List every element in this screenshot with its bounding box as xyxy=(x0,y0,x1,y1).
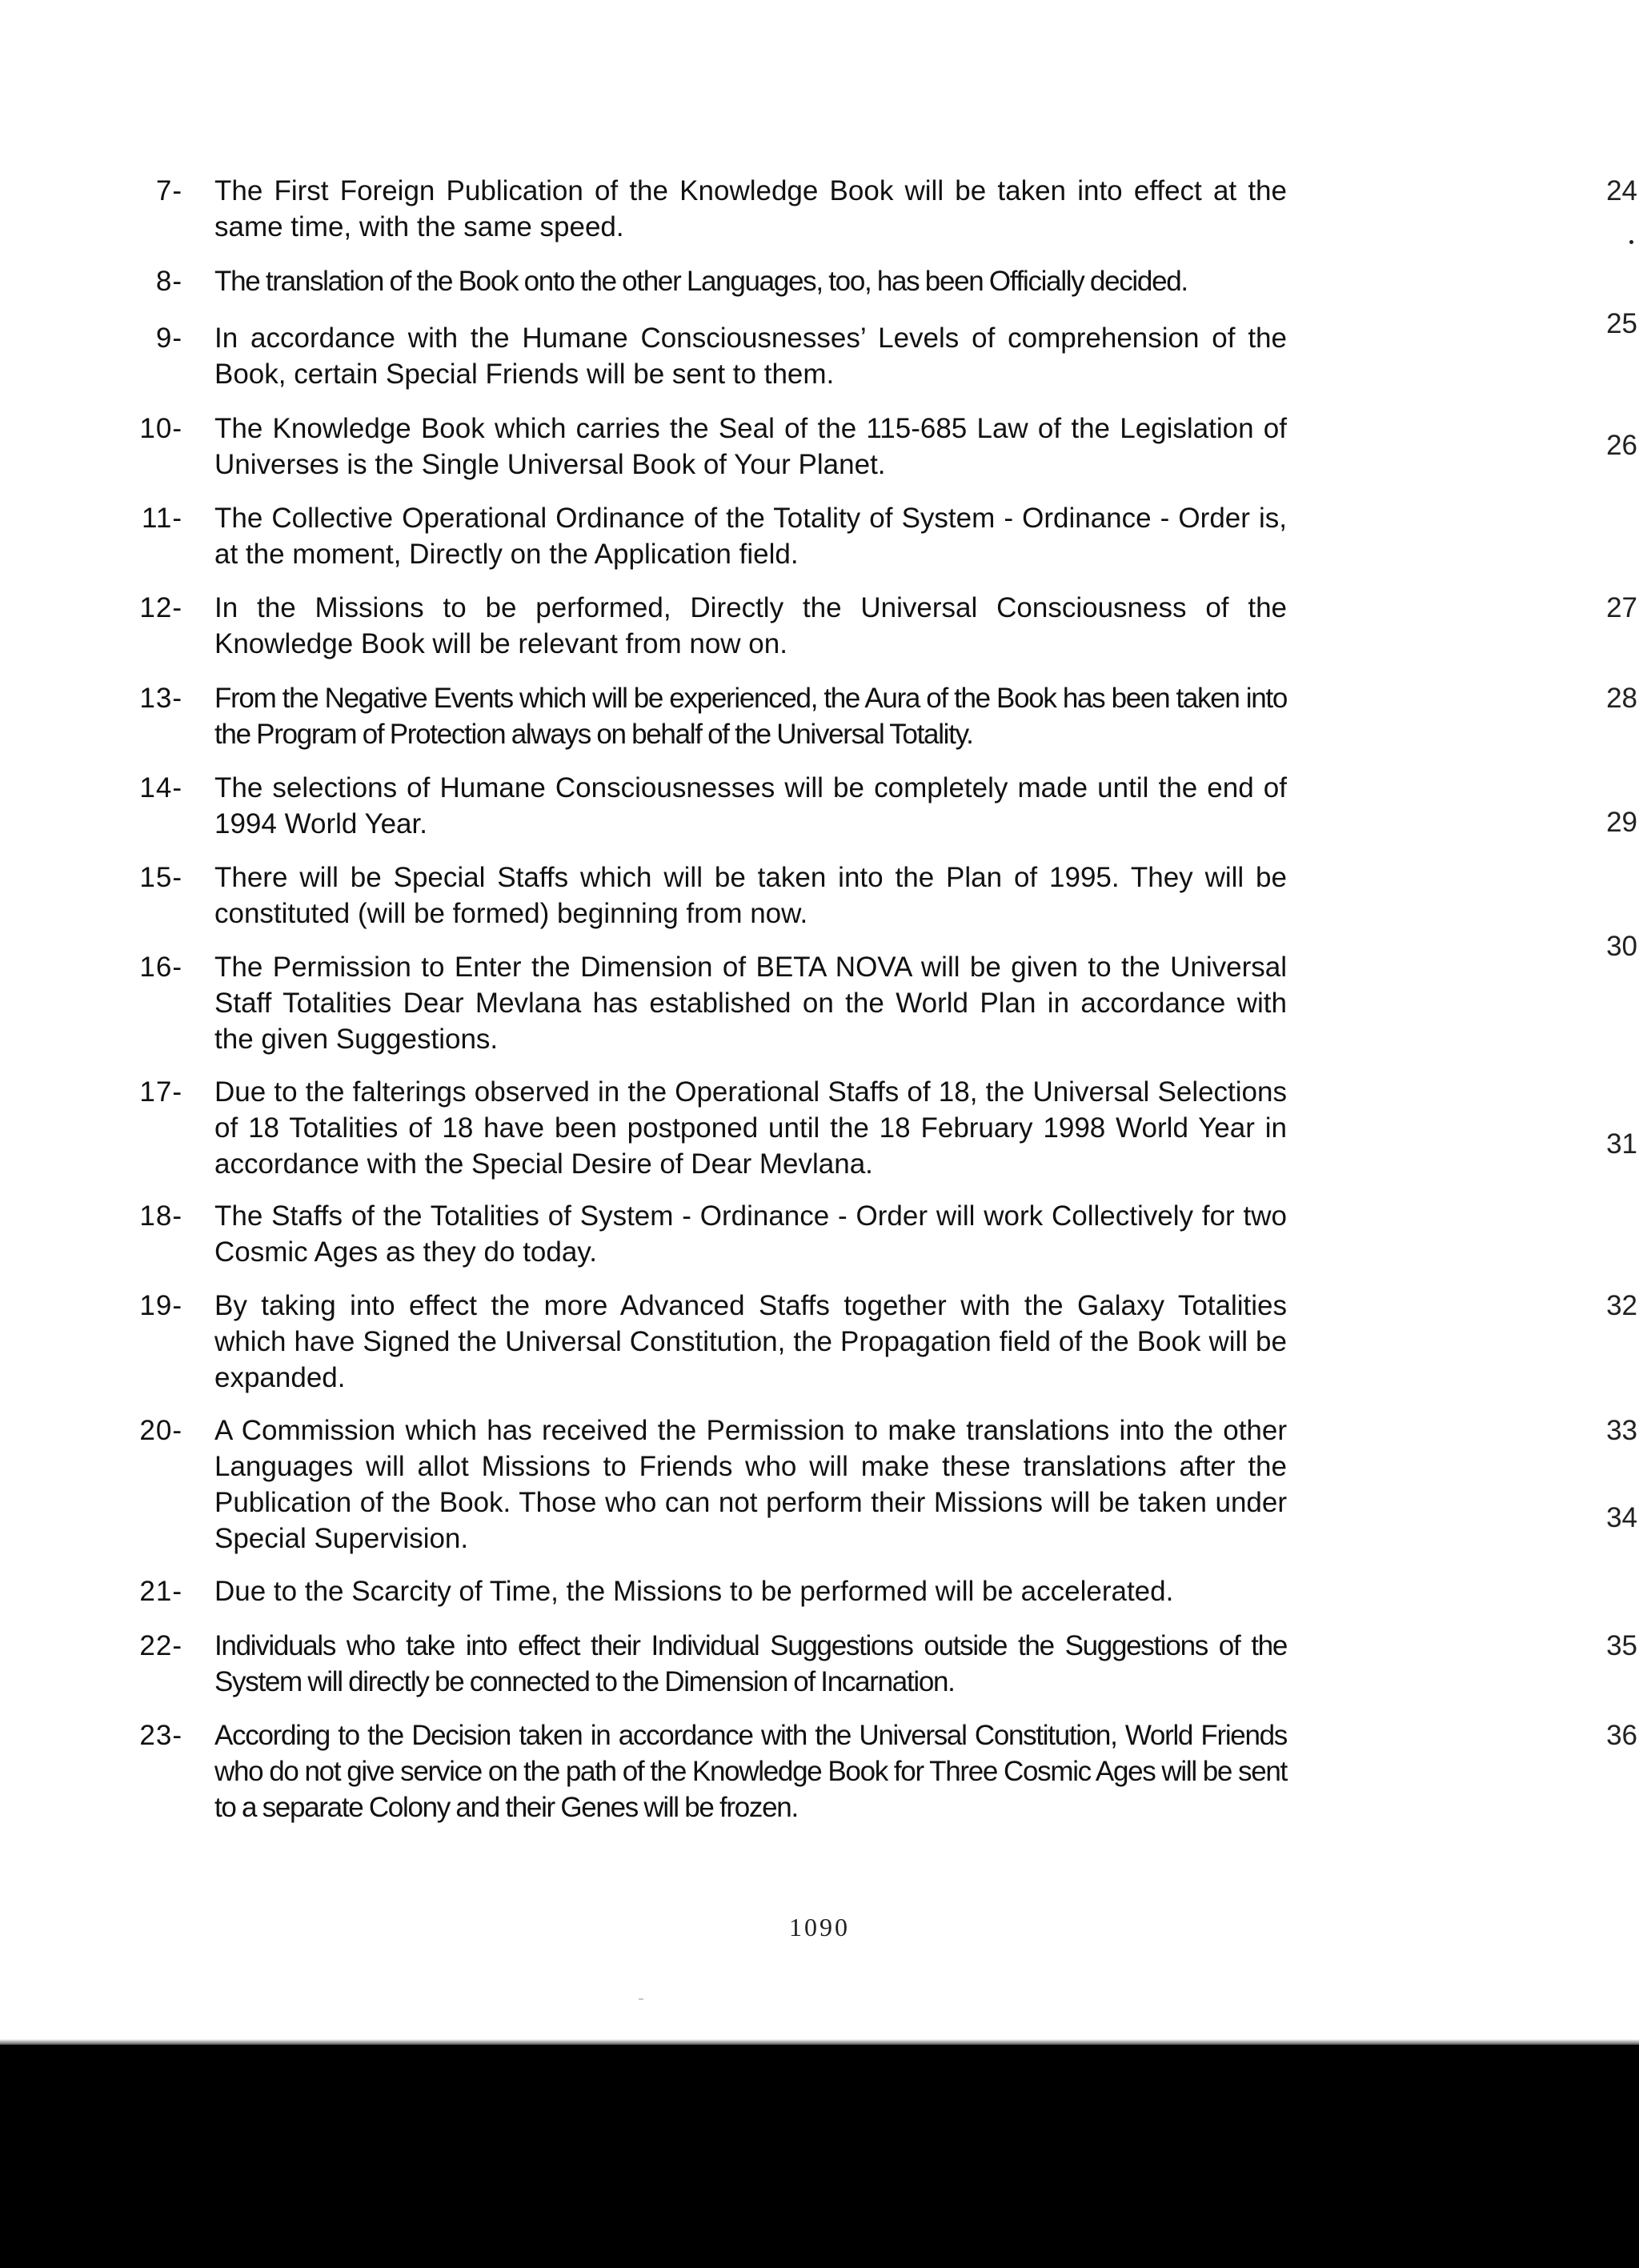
margin-number: 32 xyxy=(1606,1290,1637,1321)
item-text: The Collective Operational Ordinance of the Totality of System - Ordinance - Order is, at the moment, Directly on the Application field. xyxy=(214,503,1287,570)
item-number: 18- xyxy=(139,1200,182,1232)
item-number: 14- xyxy=(139,772,182,803)
item-number: 17- xyxy=(139,1076,182,1108)
item-text: The translation of the Book onto the other Languages, too, has been Officially decided. xyxy=(214,266,1188,297)
item-number: 15- xyxy=(139,862,182,893)
item-text: By taking into effect the more Advanced Staffs together with the Galaxy Totalities which have Signed the Universal Constitution, the Propagation field of the Book will be expanded. xyxy=(214,1290,1287,1393)
item-text: The Knowledge Book which carries the Seal of the 115-685 Law of the Legislation of Universes is the Single Universal Book of Your Planet. xyxy=(214,413,1287,480)
item-text: Due to the Scarcity of Time, the Missions to be performed will be accelerated. xyxy=(214,1576,1174,1607)
margin-mark xyxy=(1629,240,1633,244)
item-text: The selections of Humane Consciousnesses will be completely made until the end of 1994 World Year. xyxy=(214,772,1287,839)
margin-number: 30 xyxy=(1606,931,1637,962)
margin-number: 35 xyxy=(1606,1630,1637,1661)
scan-dark-band xyxy=(0,2045,1639,2268)
item-number: 8- xyxy=(155,266,182,297)
item-text: In the Missions to be performed, Directly the Universal Consciousness of the Knowledge Book will be relevant from now on. xyxy=(214,592,1287,659)
margin-number: 27 xyxy=(1606,592,1637,623)
item-text: The Staffs of the Totalities of System - Ordinance - Order will work Collectively for two Cosmic Ages as they do today. xyxy=(214,1200,1287,1268)
margin-number: 26 xyxy=(1606,430,1637,461)
margin-number: 25 xyxy=(1606,308,1637,339)
item-number: 23- xyxy=(139,1720,182,1751)
item-text: According to the Decision taken in accordance with the Universal Constitution, World Friends who do not give service on the path of the Knowledge Book for Three Cosmic Ages will be sent to a separate Colony and their Genes will be frozen. xyxy=(214,1720,1287,1823)
scan-speck xyxy=(639,1998,643,2000)
item-text: Individuals who take into effect their Individual Suggestions outside the Suggestions of the System will directly be connected to the Dimension of Incarnation. xyxy=(214,1630,1287,1697)
item-number: 16- xyxy=(139,952,182,983)
margin-number: 34 xyxy=(1606,1502,1637,1533)
item-number: 7- xyxy=(155,175,182,206)
page-number: 1090 xyxy=(789,1913,850,1941)
margin-number: 33 xyxy=(1606,1415,1637,1446)
margin-number: 24 xyxy=(1606,175,1637,206)
item-number: 21- xyxy=(139,1576,182,1607)
item-number: 9- xyxy=(155,323,182,354)
item-number: 12- xyxy=(139,592,182,623)
item-number: 13- xyxy=(139,683,182,714)
item-number: 20- xyxy=(139,1415,182,1446)
item-text: From the Negative Events which will be experienced, the Aura of the Book has been taken into the Program of Protection always on behalf of the Universal Totality. xyxy=(214,683,1287,750)
item-number: 10- xyxy=(139,413,182,444)
item-text: A Commission which has received the Permission to make translations into the other Languages will allot Missions to Friends who will make these translations after the Publication of the Book. Those who can not perform their Missions will be taken under Special Supervision. xyxy=(214,1415,1287,1554)
margin-number: 29 xyxy=(1606,807,1637,838)
item-text: Due to the falterings observed in the Operational Staffs of 18, the Universal Selections of 18 Totalities of 18 have been postponed until the 18 February 1998 World Year in accordance with the Special Desire of Dear Mevlana. xyxy=(214,1076,1287,1180)
margin-number: 31 xyxy=(1606,1128,1637,1160)
item-text: There will be Special Staffs which will be taken into the Plan of 1995. They will be constituted (will be formed) beginning from now. xyxy=(214,862,1287,929)
item-text: In accordance with the Humane Consciousnesses’ Levels of comprehension of the Book, certain Special Friends will be sent to them. xyxy=(214,323,1287,390)
item-text: The First Foreign Publication of the Knowledge Book will be taken into effect at the same time, with the same speed. xyxy=(214,175,1287,242)
item-number: 19- xyxy=(139,1290,182,1321)
margin-number: 28 xyxy=(1606,683,1637,714)
item-number: 11- xyxy=(142,503,182,534)
margin-number: 36 xyxy=(1606,1720,1637,1751)
item-number: 22- xyxy=(139,1630,182,1661)
item-text: The Permission to Enter the Dimension of BETA NOVA will be given to the Universal Staff Totalities Dear Mevlana has established on the World Plan in accordance with the given Suggestions. xyxy=(214,952,1287,1055)
